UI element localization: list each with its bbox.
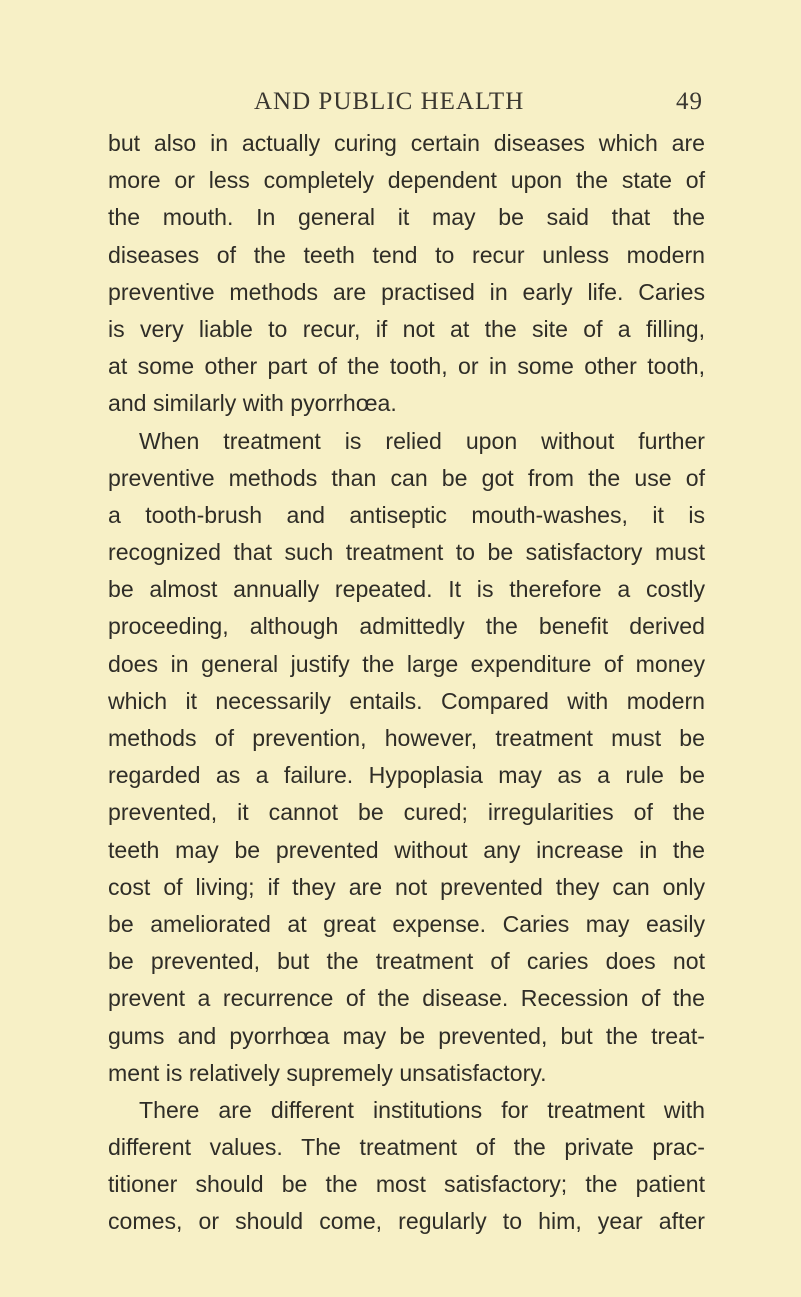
text-line: preventive methods are practised in early life. Caries [108, 278, 705, 305]
text-line: a tooth-brush and antiseptic mouth-washes, it is [108, 501, 705, 528]
text-line: does in general justify the large expenditure of money [108, 650, 705, 677]
text-line: When treatment is relied upon without further [139, 427, 705, 454]
text-line: the mouth. In general it may be said that the [108, 204, 705, 231]
text-line: which it necessarily entails. Compared with modern [108, 687, 705, 714]
text-line: cost of living; if they are not prevented they can only [108, 873, 705, 900]
text-line: regarded as a failure. Hypoplasia may as a rule be [108, 762, 705, 789]
text-line: gums and pyorrhœa may be prevented, but the treat- [108, 1022, 705, 1049]
text-line: comes, or should come, regularly to him, year after [108, 1208, 705, 1235]
text-line: more or less completely dependent upon the state of [108, 167, 705, 194]
text-line: prevented, it cannot be cured; irregularities of the [108, 799, 705, 826]
text-line: methods of prevention, however, treatment must be [108, 725, 705, 751]
text-line: is very liable to recur, if not at the site of a filling, [108, 315, 705, 342]
text-line: be ameliorated at great expense. Caries may easily [108, 910, 705, 937]
text-line: teeth may be prevented without any increase in the [108, 836, 705, 863]
text-line: be almost annually repeated. It is therefore a costly [108, 576, 705, 603]
page-number: 49 [676, 88, 703, 115]
text-line: diseases of the teeth tend to recur unless modern [108, 241, 705, 268]
text-line: There are different institutions for treatment with [139, 1096, 705, 1123]
text-line: preventive methods than can be got from the use of [108, 464, 705, 491]
text-line: but also in actually curing certain diseases which are [108, 130, 705, 156]
text-line: proceeding, although admittedly the benefit derived [108, 613, 705, 640]
text-line: prevent a recurrence of the disease. Recession of the [108, 985, 705, 1012]
text-line: ment is relatively supremely unsatisfactory. [108, 1059, 547, 1086]
text-line: be prevented, but the treatment of caries does not [108, 948, 705, 975]
text-line: at some other part of the tooth, or in some other tooth, [108, 353, 705, 380]
running-head [108, 88, 703, 128]
text-line: different values. The treatment of the private prac- [108, 1134, 705, 1161]
body-text [108, 125, 705, 1241]
text-line: recognized that such treatment to be satisfactory must [108, 539, 705, 566]
running-title: AND PUBLIC HEALTH [254, 88, 525, 115]
text-line: and similarly with pyorrhœa. [108, 390, 397, 417]
text-line: titioner should be the most satisfactory; the patient [108, 1171, 705, 1198]
